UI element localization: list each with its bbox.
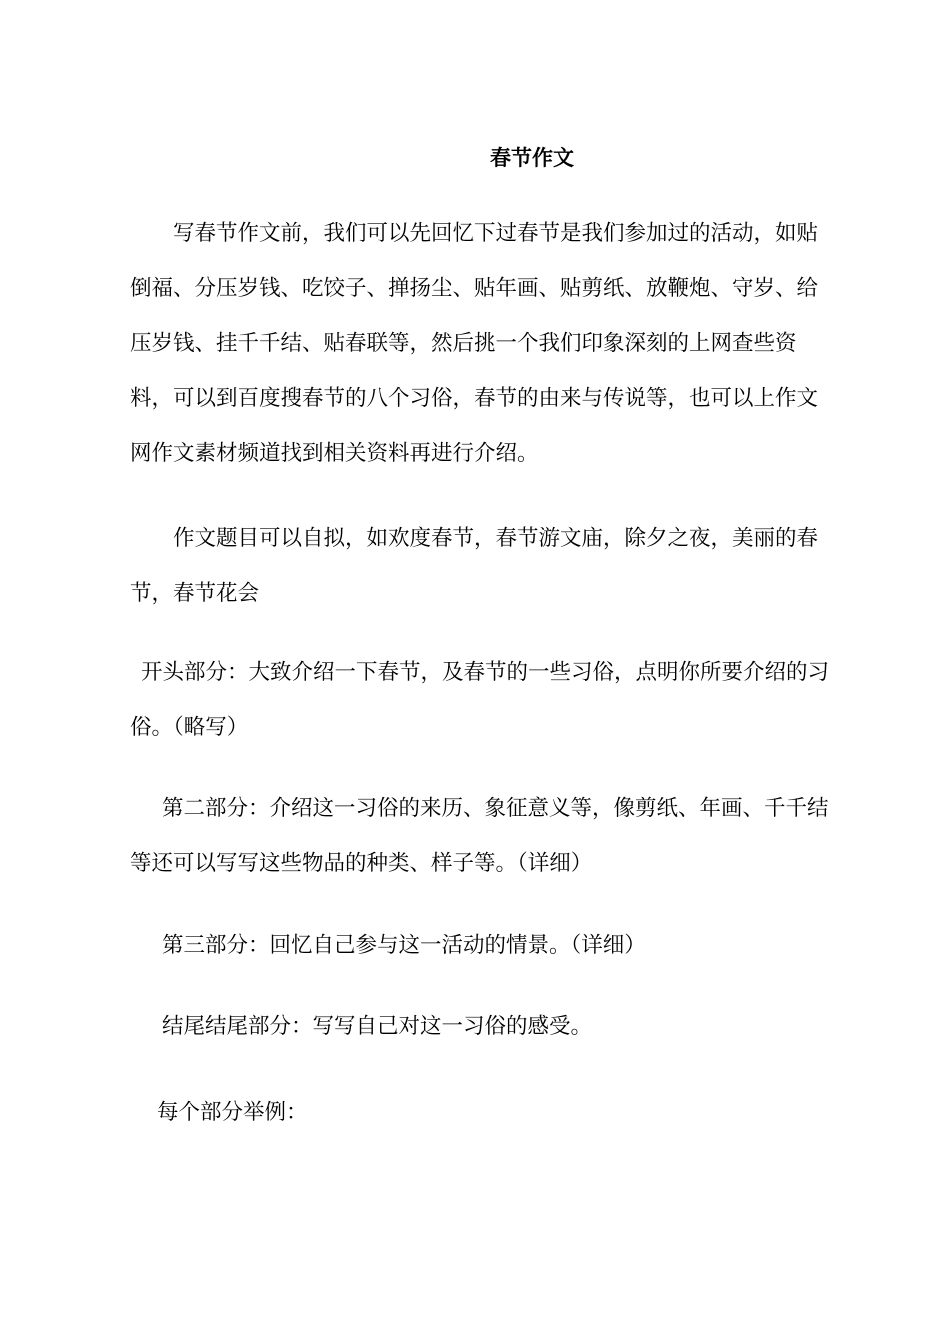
paragraph-opening-part: 开头部分：大致介绍一下春节，及春节的一些习俗，点明你所要介绍的习俗。（略写） xyxy=(130,660,830,740)
paragraph-intro: 写春节作文前，我们可以先回忆下过春节是我们参加过的活动，如贴倒福、分压岁钱、吃饺子、掸扬尘、贴年画、贴剪纸、放鞭炮、守岁、给压岁钱、挂千千结、贴春联等，然后挑一个我们印象深刻的上网查些资料，可以到百度搜春节的八个习俗，春节的由来与传说等，也可以上作文网作文素材频道找到相关资料再进行介绍。 xyxy=(130,221,819,466)
paragraph-third-part: 第三部分：回忆自己参与这一活动的情景。（详细） xyxy=(162,933,646,958)
paragraph-examples-heading: 每个部分举例： xyxy=(157,1100,308,1125)
paragraph-ending-part: 结尾结尾部分：写写自己对这一习俗的感受。 xyxy=(162,1014,593,1039)
document-title: 春节作文 xyxy=(490,146,574,170)
paragraph-topics: 作文题目可以自拟，如欢度春节，春节游文庙，除夕之夜，美丽的春节，春节花会 xyxy=(130,526,819,606)
paragraph-second-part: 第二部分：介绍这一习俗的来历、象征意义等，像剪纸、年画、千千结等还可以写写这些物品的种类、样子等。（详细） xyxy=(130,796,829,876)
